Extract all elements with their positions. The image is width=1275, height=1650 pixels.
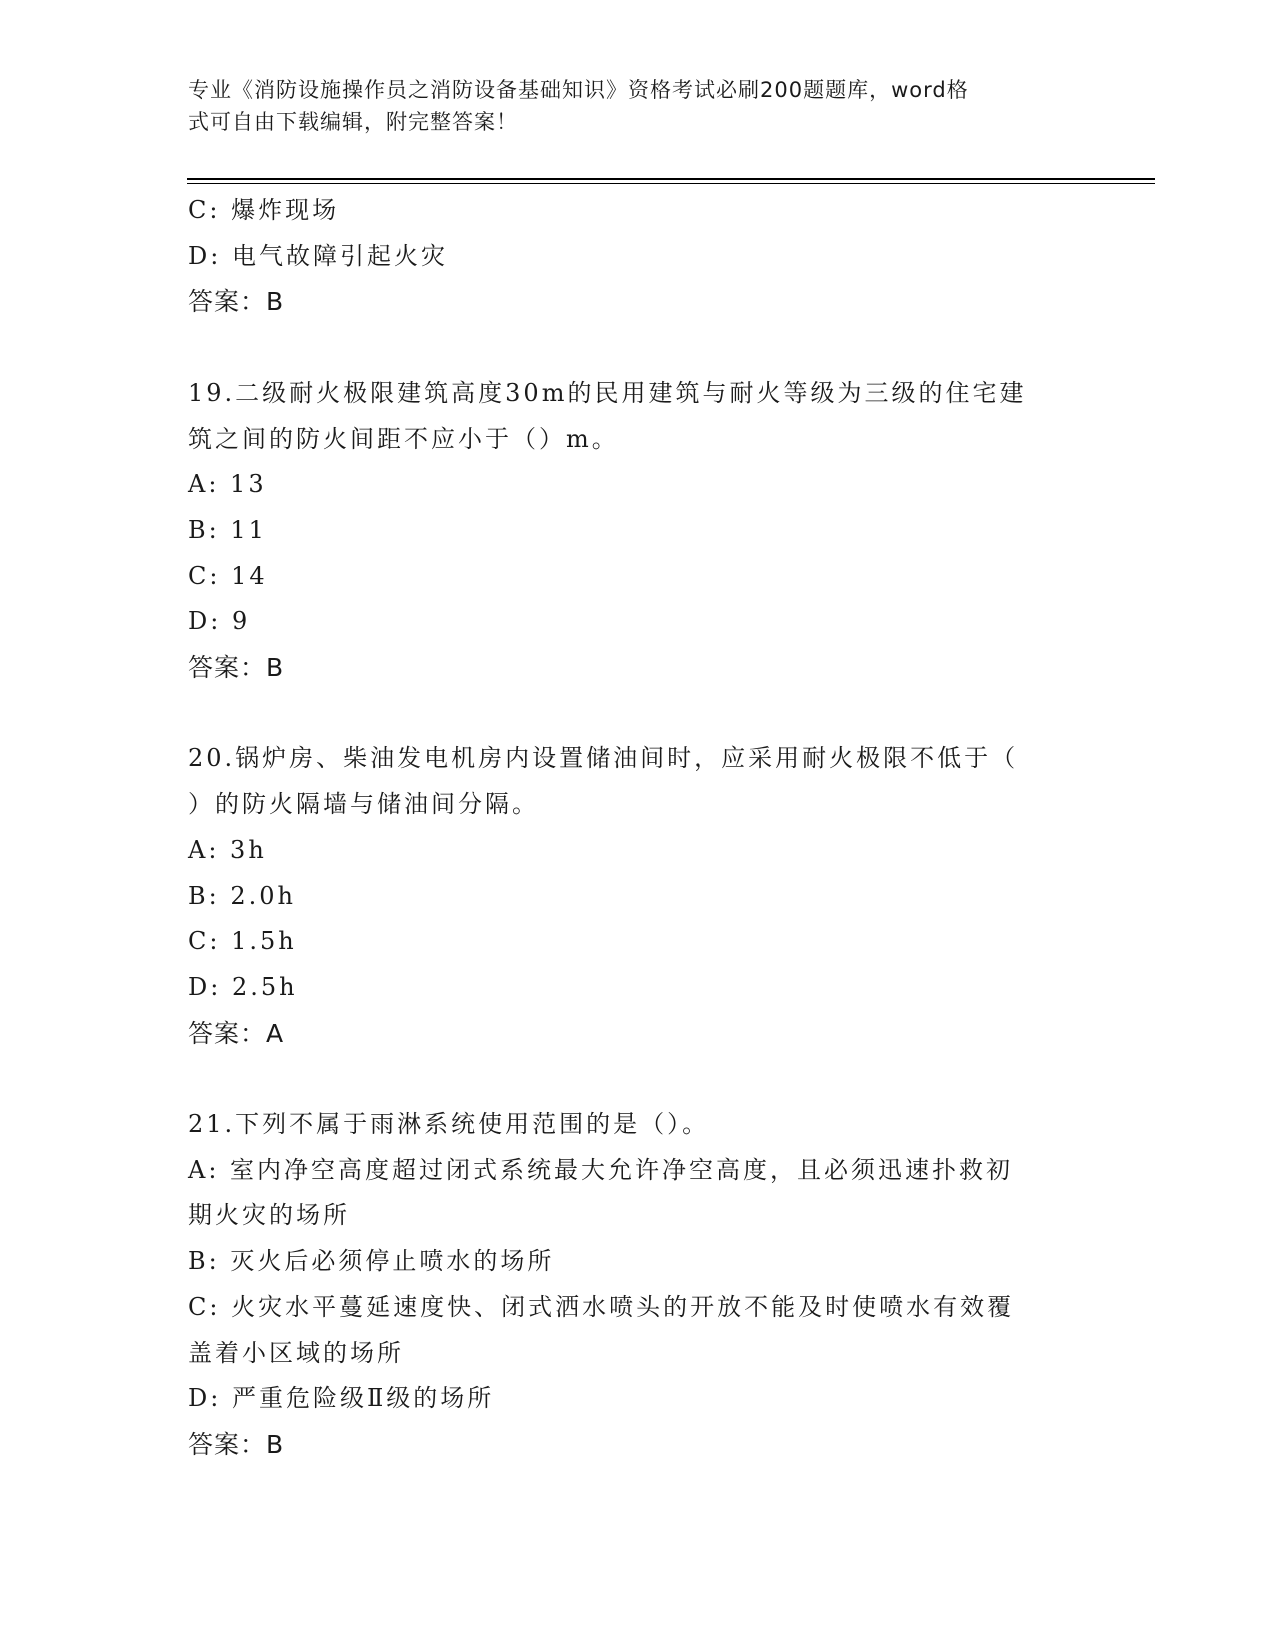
- answer: 答案：A: [188, 1018, 285, 1048]
- option-d: D: 2.5h: [188, 972, 298, 1001]
- header-rule-thin: [187, 183, 1155, 184]
- spacer: [188, 1056, 1088, 1102]
- option-d: D: 严重危险级Ⅱ级的场所: [188, 1384, 495, 1413]
- option-b: B: 2.0h: [188, 881, 296, 910]
- option-c-continued: 盖着小区域的场所: [188, 1338, 404, 1367]
- question-stem: 筑之间的防火间距不应小于（）m。: [188, 424, 619, 453]
- header-line-2: 式可自由下载编辑，附完整答案！: [188, 110, 518, 134]
- option-a: A: 13: [188, 470, 267, 499]
- question-19: [188, 371, 1088, 691]
- document-header: [188, 74, 1068, 138]
- option-a-continued: 期火灾的场所: [188, 1201, 350, 1230]
- document-body: [188, 188, 1088, 1468]
- spacer: [188, 691, 1088, 737]
- header-rule-thick: [187, 178, 1155, 180]
- answer: 答案：B: [188, 1429, 285, 1459]
- question-18-tail: [188, 188, 1088, 325]
- option-d: D: 电气故障引起火灾: [188, 241, 448, 270]
- option-d: D: 9: [188, 607, 251, 636]
- spacer: [188, 325, 1088, 371]
- option-c: C: 火灾水平蔓延速度快、闭式洒水喷头的开放不能及时使喷水有效覆: [188, 1292, 1015, 1321]
- question-stem: 21.下列不属于雨淋系统使用范围的是（）。: [188, 1110, 710, 1139]
- option-b: B: 11: [188, 515, 267, 544]
- option-a: A: 室内净空高度超过闭式系统最大允许净空高度，且必须迅速扑救初: [188, 1155, 1014, 1184]
- question-21: [188, 1102, 1088, 1468]
- option-c: C: 1.5h: [188, 927, 297, 956]
- question-stem: ）的防火隔墙与储油间分隔。: [188, 790, 539, 819]
- question-20: [188, 736, 1088, 1056]
- option-c: C: 14: [188, 561, 268, 590]
- option-b: B: 灭火后必须停止喷水的场所: [188, 1247, 555, 1276]
- option-c: C: 爆炸现场: [188, 196, 340, 224]
- option-a: A: 3h: [188, 835, 267, 864]
- answer: 答案：B: [188, 653, 285, 683]
- header-line-1: 专业《消防设施操作员之消防设备基础知识》资格考试必刷200题题库，word格: [188, 78, 969, 102]
- question-stem: 19.二级耐火极限建筑高度30m的民用建筑与耐火等级为三级的住宅建: [188, 378, 1027, 407]
- answer: 答案：B: [188, 287, 285, 317]
- question-stem: 20.锅炉房、柴油发电机房内设置储油间时，应采用耐火极限不低于（: [188, 744, 1019, 773]
